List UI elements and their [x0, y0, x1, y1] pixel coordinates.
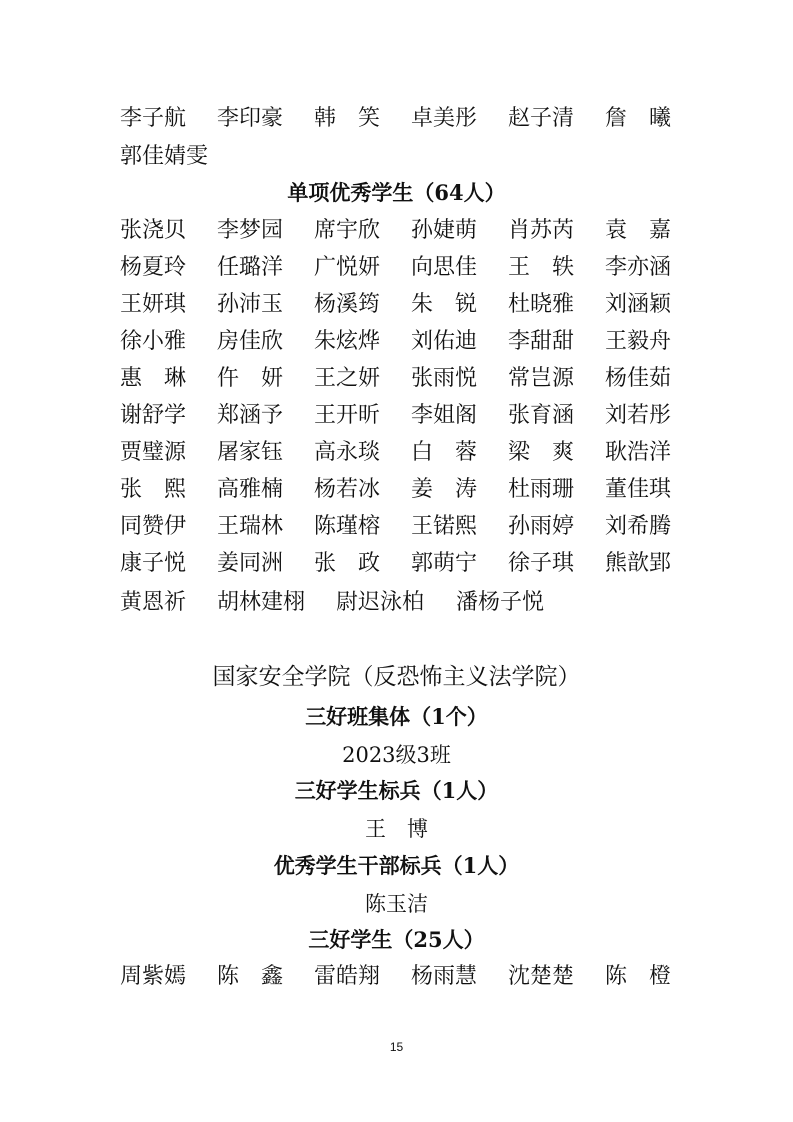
student-name: 康子悦 — [120, 551, 187, 576]
student-name: 杜晓雅 — [508, 292, 575, 317]
student-name: 郭萌宁 — [411, 551, 478, 576]
student-name: 任璐洋 — [217, 255, 284, 280]
name-row — [120, 364, 680, 394]
student-name: 王 轶 — [508, 255, 575, 280]
student-name: 陈 鑫 — [217, 964, 284, 989]
student-name: 沈楚楚 — [508, 964, 575, 989]
student-name: 向思佳 — [411, 255, 478, 280]
student-name: 姜 涛 — [411, 477, 478, 502]
student-name: 朱 锐 — [411, 292, 478, 317]
student-name: 姜同洲 — [217, 551, 284, 576]
student-name: 杨雨慧 — [411, 964, 478, 989]
student-name: 董佳琪 — [605, 477, 672, 502]
name-row — [120, 253, 680, 283]
student-name: 陈瑾榕 — [314, 514, 381, 539]
name-row — [120, 588, 680, 618]
student-name: 刘若彤 — [605, 403, 672, 428]
student-name: 李甜甜 — [508, 329, 575, 354]
name-row — [120, 290, 680, 320]
student-name: 李印豪 — [217, 106, 284, 131]
student-name: 郭佳婧雯 — [120, 144, 209, 169]
student-name: 朱炫烨 — [314, 329, 381, 354]
student-name: 韩 笑 — [314, 106, 381, 131]
name-row — [120, 962, 680, 992]
student-name: 潘杨子悦 — [456, 590, 545, 615]
student-name: 杜雨珊 — [508, 477, 575, 502]
student-name: 徐小雅 — [120, 329, 187, 354]
merit-student-heading: 三好学生（25人） — [308, 927, 485, 952]
name-row — [120, 216, 680, 246]
student-name: 张 政 — [314, 551, 381, 576]
name-row — [120, 401, 680, 431]
student-name: 雷皓翔 — [314, 964, 381, 989]
student-name: 杨佳茹 — [605, 366, 672, 391]
student-name: 张育涵 — [508, 403, 575, 428]
student-name: 张雨悦 — [411, 366, 478, 391]
student-name: 王妍琪 — [120, 292, 187, 317]
college-title: 国家安全学院（反恐怖主义法学院） — [212, 664, 581, 690]
student-name: 贾璧源 — [120, 440, 187, 465]
cadre-model-name: 陈玉洁 — [365, 892, 428, 916]
student-name: 杨溪筠 — [314, 292, 381, 317]
student-name: 刘涵颖 — [605, 292, 672, 317]
student-name: 广悦妍 — [314, 255, 381, 280]
name-row — [120, 327, 680, 357]
student-name: 杨若冰 — [314, 477, 381, 502]
name-row — [120, 438, 680, 468]
student-name: 梁 爽 — [508, 440, 575, 465]
student-name: 陈 橙 — [605, 964, 672, 989]
page-number: 15 — [389, 1040, 404, 1054]
student-name: 郑涵予 — [217, 403, 284, 428]
student-name: 李亦涵 — [605, 255, 672, 280]
student-name: 白 蓉 — [411, 440, 478, 465]
student-name: 袁 嘉 — [605, 218, 672, 243]
name-row — [120, 549, 680, 579]
student-name: 詹 曦 — [605, 106, 672, 131]
name-row — [120, 142, 680, 172]
student-name: 卓美彤 — [411, 106, 478, 131]
model-student-name: 王 博 — [365, 817, 428, 841]
student-name: 谢舒学 — [120, 403, 187, 428]
student-name: 王毅舟 — [605, 329, 672, 354]
student-name: 同赞伊 — [120, 514, 187, 539]
student-name: 常岂源 — [508, 366, 575, 391]
student-name: 熊歆郢 — [605, 551, 672, 576]
student-name: 席宇欣 — [314, 218, 381, 243]
student-name: 惠 琳 — [120, 366, 187, 391]
name-row — [120, 104, 680, 134]
student-name: 赵子清 — [508, 106, 575, 131]
class-name: 2023级3班 — [342, 743, 451, 767]
student-name: 孙婕萌 — [411, 218, 478, 243]
student-name: 周紫嫣 — [120, 964, 187, 989]
single-award-heading: 单项优秀学生（64人） — [287, 180, 506, 205]
student-name: 黄恩祈 — [120, 590, 187, 615]
student-name: 仵 妍 — [217, 366, 284, 391]
student-name: 刘希腾 — [605, 514, 672, 539]
model-student-heading: 三好学生标兵（1人） — [294, 778, 499, 803]
name-row — [120, 512, 680, 542]
student-name: 刘佑迪 — [411, 329, 478, 354]
student-name: 肖苏芮 — [508, 218, 575, 243]
student-name: 杨夏玲 — [120, 255, 187, 280]
student-name: 王开昕 — [314, 403, 381, 428]
student-name: 李梦园 — [217, 218, 284, 243]
cadre-model-heading: 优秀学生干部标兵（1人） — [273, 853, 520, 878]
student-name: 屠家钰 — [217, 440, 284, 465]
student-name: 徐子琪 — [508, 551, 575, 576]
student-name: 高雅楠 — [217, 477, 284, 502]
student-name: 尉迟泳柏 — [336, 590, 425, 615]
student-name: 胡林建栩 — [217, 590, 306, 615]
student-name: 房佳欣 — [217, 329, 284, 354]
student-name: 张 熙 — [120, 477, 187, 502]
student-name: 耿浩洋 — [605, 440, 672, 465]
student-name: 孙沛玉 — [217, 292, 284, 317]
name-row — [120, 475, 680, 505]
student-name: 孙雨婷 — [508, 514, 575, 539]
class-award-heading: 三好班集体（1个） — [305, 704, 488, 729]
student-name: 李姐阁 — [411, 403, 478, 428]
student-name: 王锘熙 — [411, 514, 478, 539]
student-name: 张浇贝 — [120, 218, 187, 243]
student-name: 王瑞林 — [217, 514, 284, 539]
student-name: 高永琰 — [314, 440, 381, 465]
student-name: 李子航 — [120, 106, 187, 131]
student-name: 王之妍 — [314, 366, 381, 391]
